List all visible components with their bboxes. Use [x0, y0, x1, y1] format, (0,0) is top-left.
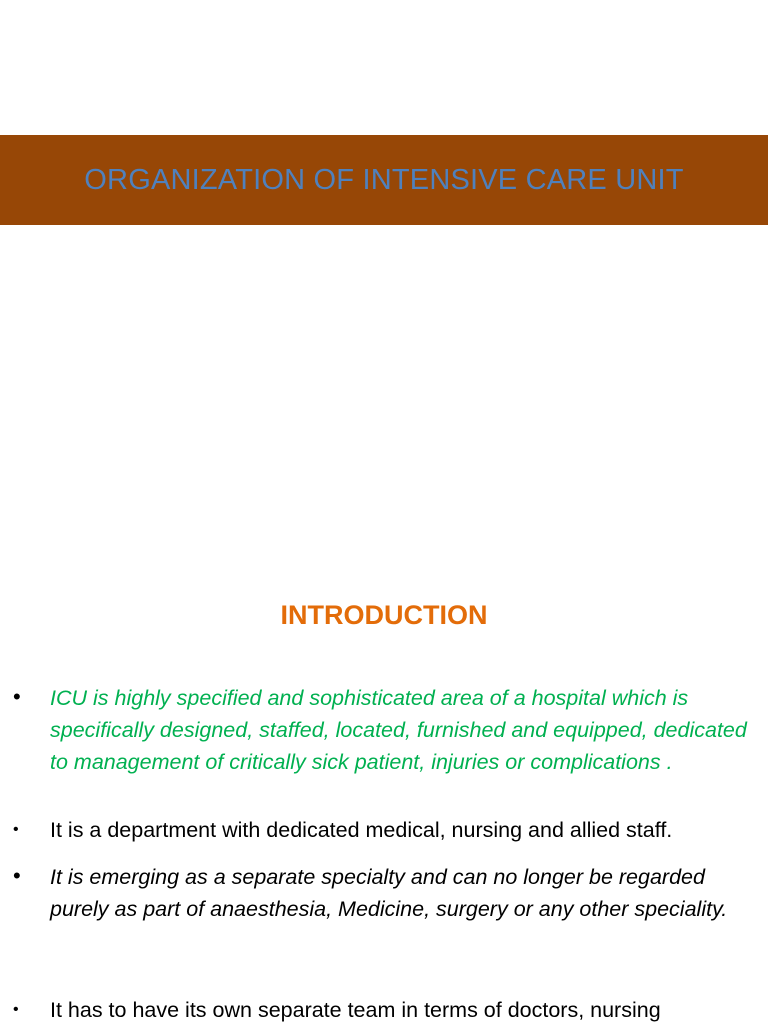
- bullet-text-3: It is emerging as a separate specialty and can no longer be regarded purely as part of anaesthesia, Medicine, surgery or any other speciality.: [50, 865, 728, 921]
- bullet-marker: •: [13, 863, 21, 888]
- title-banner: [0, 135, 768, 225]
- bullet-text-1: ICU is highly specified and sophisticated area of a hospital which is specifically designed, staffed, located, furnished and equipped, dedicated to management of critically sick patient, injuries or complications .: [50, 686, 747, 774]
- bullet-marker: •: [13, 1001, 19, 1018]
- section-heading: INTRODUCTION: [280, 600, 488, 630]
- bullet-text-4: It has to have its own separate team in terms of doctors, nursing: [50, 998, 661, 1022]
- slide-title: ORGANIZATION OF INTENSIVE CARE UNIT: [84, 163, 684, 196]
- bullet-marker: •: [13, 821, 19, 838]
- bullet-text-2: It is a department with dedicated medical, nursing and allied staff.: [50, 818, 673, 842]
- bullet-marker: •: [13, 684, 21, 709]
- slide-background: [0, 0, 768, 135]
